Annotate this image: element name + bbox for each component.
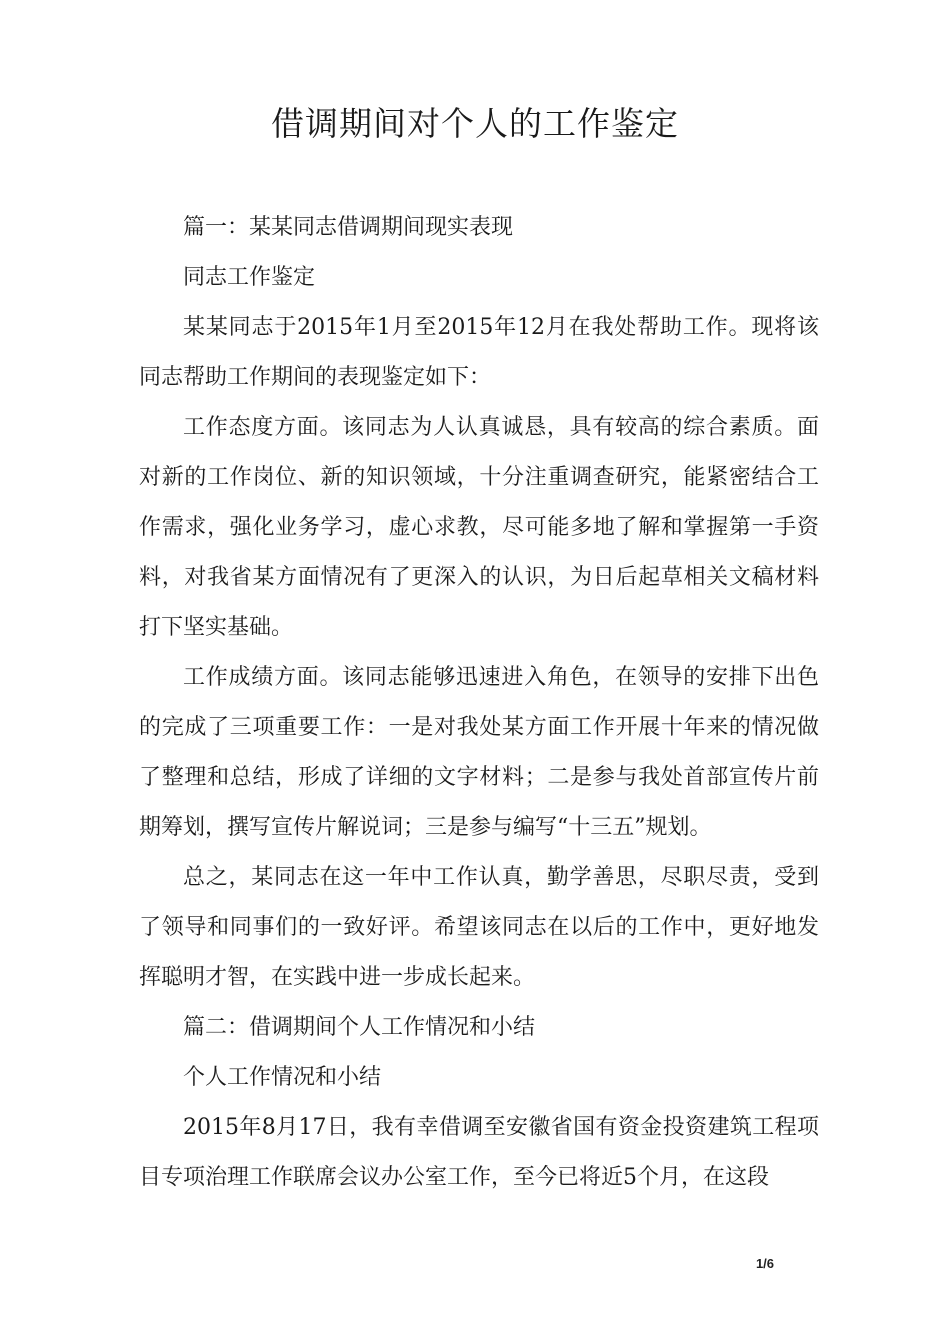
subheading-2: 个人工作情况和小结: [183, 1065, 382, 1090]
body-paragraph: 工作成绩方面。该同志能够迅速进入角色，在领导的安排下出色的完成了三项重要工作：一是对我处某方面工作开展十年来的情况做了整理和总结，形成了详细的文字材料；二是参与我处首部宣传片前期筹划，撰写宣传片解说词；三是参与编写“十三五”规划。: [139, 665, 819, 840]
section-heading-1: 篇一：某某同志借调期间现实表现: [183, 215, 514, 240]
body-paragraph: 总之，某同志在这一年中工作认真，勤学善思，尽职尽责，受到了领导和同事们的一致好评。希望该同志在以后的工作中，更好地发挥聪明才智，在实践中进一步成长起来。: [139, 865, 819, 990]
document-title: 借调期间对个人的工作鉴定: [271, 104, 679, 143]
document-body: [139, 203, 819, 1203]
body-paragraph: 某某同志于2015年1月至2015年12月在我处帮助工作。现将该同志帮助工作期间的表现鉴定如下：: [139, 315, 819, 390]
body-paragraph: 2015年8月17日，我有幸借调至安徽省国有资金投资建筑工程项目专项治理工作联席会议办公室工作，至今已将近5个月，在这段: [139, 1115, 819, 1190]
body-paragraph: 工作态度方面。该同志为人认真诚恳，具有较高的综合素质。面对新的工作岗位、新的知识领域，十分注重调查研究，能紧密结合工作需求，强化业务学习，虚心求教，尽可能多地了解和掌握第一手资料，对我省某方面情况有了更深入的认识，为日后起草相关文稿材料打下坚实基础。: [139, 415, 819, 640]
page-number: 1/6: [755, 1256, 775, 1271]
section-heading-2: 篇二：借调期间个人工作情况和小结: [183, 1015, 536, 1040]
subheading-1: 同志工作鉴定: [183, 265, 316, 290]
